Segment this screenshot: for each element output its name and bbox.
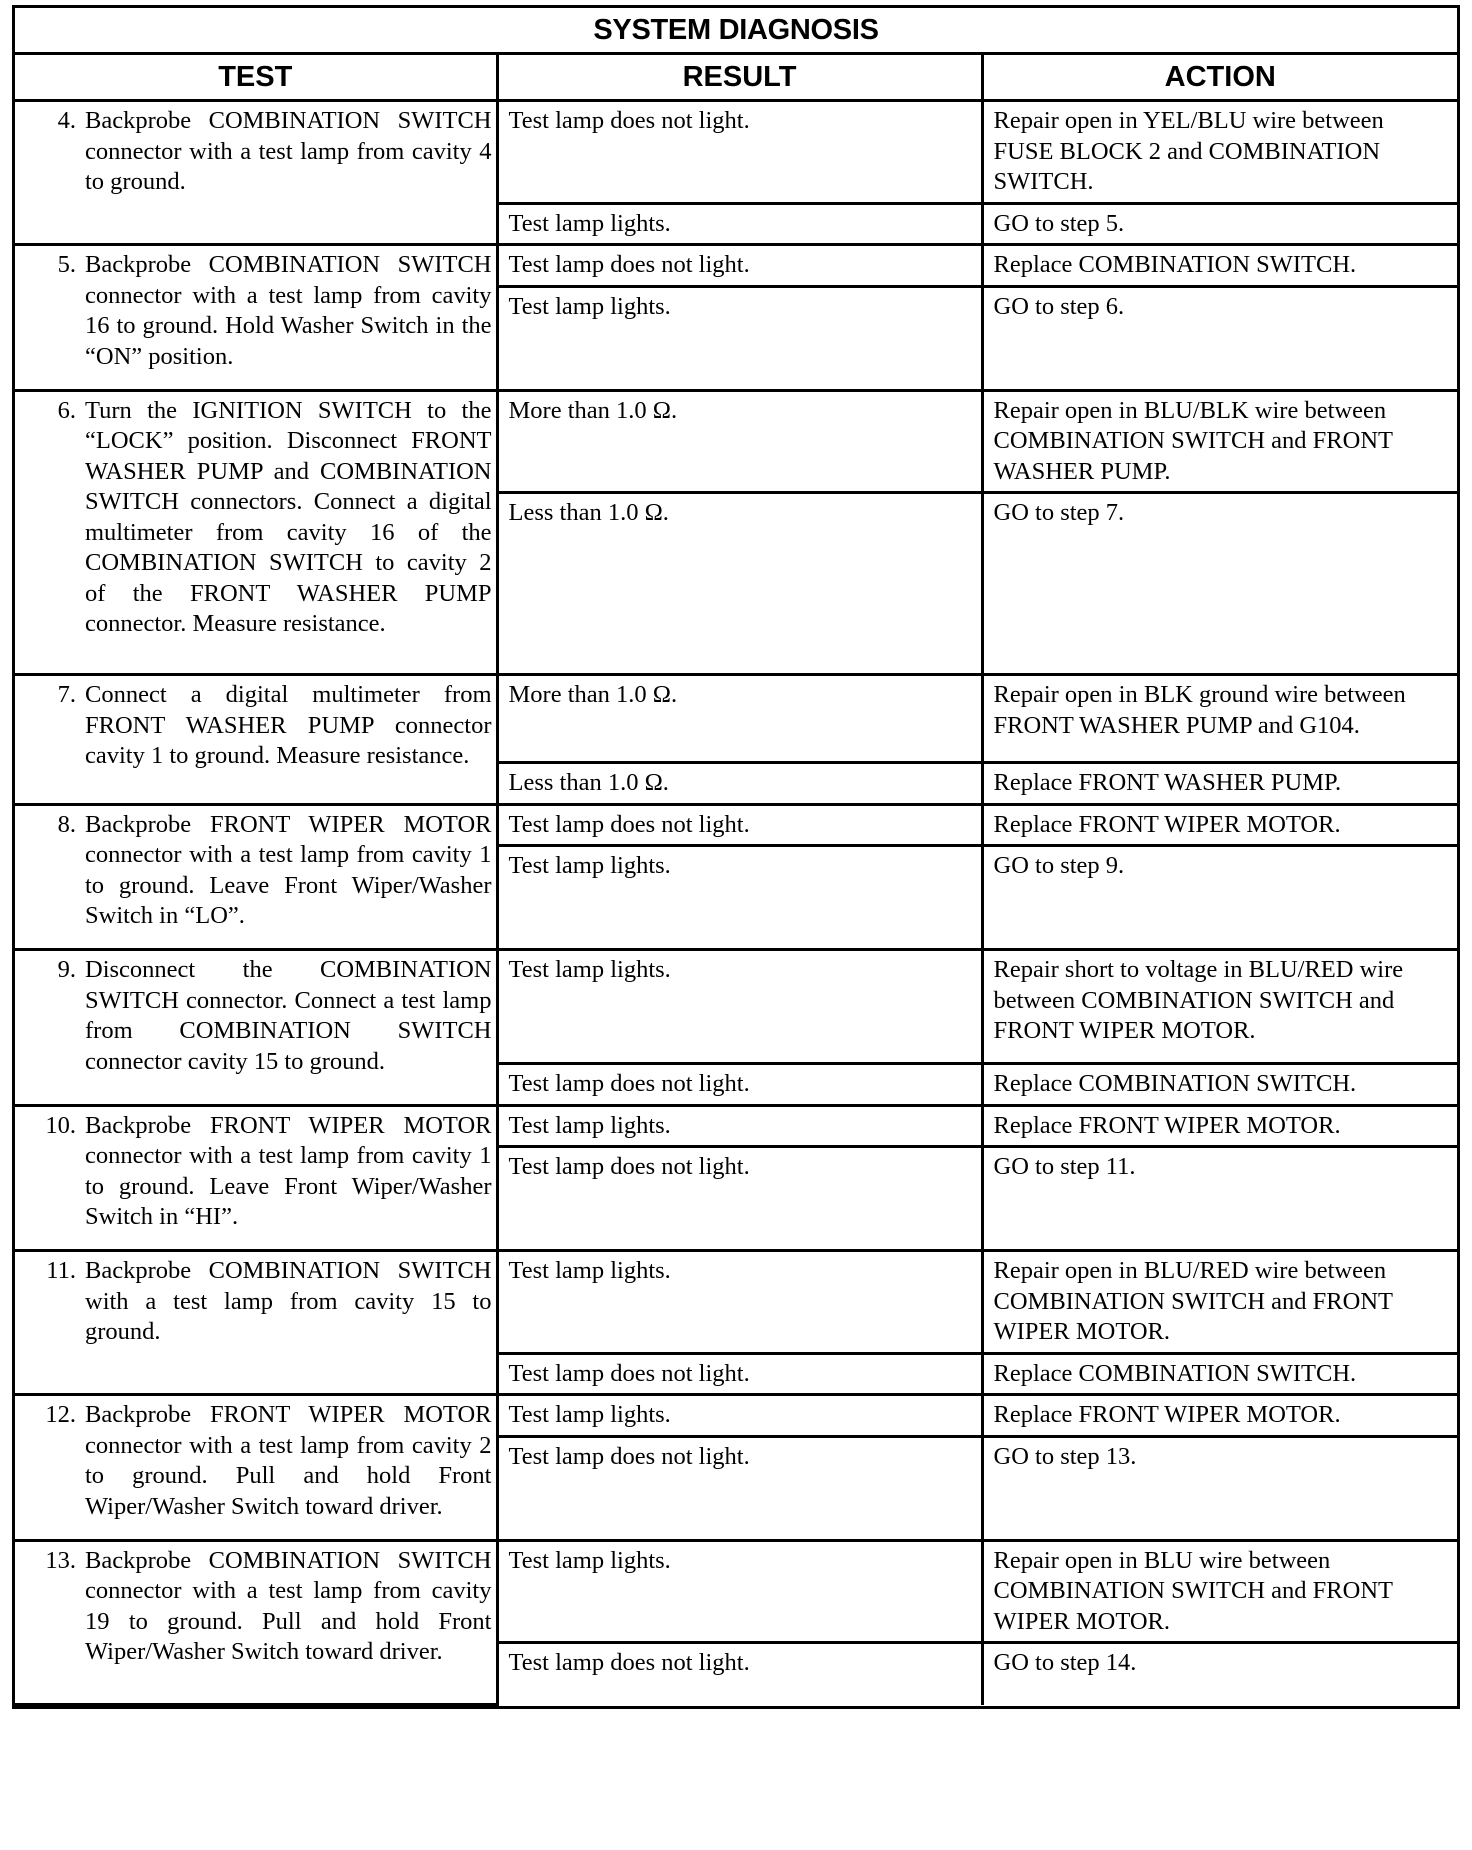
test-cell [15,1540,497,1705]
table-row [15,1105,1457,1147]
table-row [15,1395,1457,1437]
test-cell [15,1395,497,1541]
action-cell: Replace COMBINATION SWITCH. [982,1064,1457,1106]
result-cell: Test lamp lights. [497,203,982,245]
result-cell: Test lamp lights. [497,950,982,1064]
table-row [15,950,1457,1064]
action-cell: GO to step 14. [993,1649,1137,1676]
table-row [15,804,1457,846]
step-number: 10. [45,1111,76,1139]
header-test: TEST [15,55,497,101]
table-row [15,390,1457,493]
action-cell: Replace COMBINATION SWITCH. [982,1353,1457,1395]
action-cell: Replace FRONT WIPER MOTOR. [982,804,1457,846]
result-cell: Test lamp lights. [497,1540,982,1643]
table-title: SYSTEM DIAGNOSIS [15,8,1457,55]
result-cell: Test lamp lights. [497,1251,982,1354]
test-text: Backprobe FRONT WIPER MOTOR connector with a test lamp from cavity 1 to ground. Leave Front Wiper/Washer Switch in “HI”. [85,1111,492,1230]
result-cell: Test lamp does not light. [497,804,982,846]
action-cell: GO to step 11. [982,1147,1457,1251]
action-cell: Repair open in BLU/BLK wire between COMBINATION SWITCH and FRONT WASHER PUMP. [982,390,1457,493]
table-row [15,1251,1457,1354]
test-text: Backprobe COMBINATION SWITCH with a test lamp from cavity 15 to ground. [85,1257,492,1345]
test-cell [15,245,497,391]
action-cell: Replace FRONT WIPER MOTOR. [982,1105,1457,1147]
action-cell: Repair open in BLK ground wire between FRONT WASHER PUMP and G104. [982,675,1457,763]
test-text: Connect a digital multimeter from FRONT WASHER PUMP connector cavity 1 to ground. Measure resistance. [85,681,492,769]
diagnosis-grid [15,55,1457,1706]
result-cell: Test lamp lights. [497,1395,982,1437]
test-cell [15,1251,497,1395]
test-text: Backprobe COMBINATION SWITCH connector with a test lamp from cavity 16 to ground. Hold Washer Switch in the “ON” position. [85,251,492,370]
test-text: Disconnect the COMBINATION SWITCH connector. Connect a test lamp from COMBINATION SWITCH connector cavity 15 to ground. [85,956,492,1075]
result-cell: Test lamp lights. [497,286,982,390]
step-number: 9. [57,956,76,983]
step-number: 13. [45,1546,76,1574]
result-cell: Test lamp does not light. [497,1064,982,1106]
test-text: Backprobe FRONT WIPER MOTOR connector with a test lamp from cavity 2 to ground. Pull and hold Front Wiper/Washer Switch toward driver. [85,1401,492,1520]
result-cell: Test lamp does not light. [497,1436,982,1540]
test-cell [15,804,497,950]
diagnosis-body [15,101,1457,1705]
action-cell: Repair open in YEL/BLU wire between FUSE BLOCK 2 and COMBINATION SWITCH. [982,101,1457,204]
result-cell: Test lamp does not light. [497,101,982,204]
action-cell: GO to step 9. [982,846,1457,950]
result-cell: Test lamp does not light. [497,245,982,287]
result-cell: Test lamp does not light. [497,1147,982,1251]
result-cell: More than 1.0 Ω. [497,675,982,763]
action-cell: GO to step 7. [982,493,1457,675]
result-cell: More than 1.0 Ω. [497,390,982,493]
step-number: 12. [45,1401,76,1428]
result-cell: Test lamp lights. [497,846,982,950]
action-cell: Replace COMBINATION SWITCH. [982,245,1457,287]
test-text: Backprobe FRONT WIPER MOTOR connector with a test lamp from cavity 1 to ground. Leave Front Wiper/Washer Switch in “LO”. [85,810,492,929]
test-text: Backprobe COMBINATION SWITCH connector with a test lamp from cavity 19 to ground. Pull and hold Front Wiper/Washer Switch toward driver. [85,1546,492,1665]
header-action: ACTION [982,55,1457,101]
step-number: 7. [57,681,76,708]
table-row [15,101,1457,204]
result-cell: Test lamp does not light. [497,1643,982,1705]
test-cell [15,1105,497,1251]
step-number: 11. [46,1257,76,1284]
table-row [15,1540,1457,1643]
test-cell [15,390,497,675]
result-cell: Test lamp does not light. [497,1353,982,1395]
result-cell: Test lamp lights. [497,1105,982,1147]
step-number: 8. [57,810,76,838]
test-text: Turn the IGNITION SWITCH to the “LOCK” position. Disconnect FRONT WASHER PUMP and COMBINATION SWITCH connectors. Connect a digital multimeter from cavity 16 of the COMBINATION SWITCH to cavity 2 of the FRONT WASHER PUMP connector. Measure resistance. [85,396,492,637]
test-text: Backprobe COMBINATION SWITCH connector with a test lamp from cavity 4 to ground. [85,107,492,195]
table-row [15,245,1457,287]
step-number: 5. [57,251,76,278]
action-cell: GO to step 13. [982,1436,1457,1540]
table-row [15,675,1457,763]
step-number: 6. [57,396,76,424]
header-result: RESULT [497,55,982,101]
action-cell: Replace FRONT WASHER PUMP. [982,763,1457,805]
system-diagnosis-table [12,5,1460,1709]
test-cell [15,101,497,245]
action-cell: GO to step 5. [982,203,1457,245]
action-cell: Repair open in BLU/RED wire between COMBINATION SWITCH and FRONT WIPER MOTOR. [982,1251,1457,1354]
action-cell: GO to step 6. [982,286,1457,390]
test-cell [15,675,497,805]
action-cell: Repair short to voltage in BLU/RED wire between COMBINATION SWITCH and FRONT WIPER MOTOR. [982,950,1457,1064]
header-row [15,55,1457,101]
result-cell: Less than 1.0 Ω. [497,493,982,675]
step-number: 4. [57,107,76,134]
action-cell: Repair open in BLU wire between COMBINATION SWITCH and FRONT WIPER MOTOR. [982,1540,1457,1643]
result-cell: Less than 1.0 Ω. [497,763,982,805]
action-cell: Replace FRONT WIPER MOTOR. [982,1395,1457,1437]
test-cell [15,950,497,1106]
